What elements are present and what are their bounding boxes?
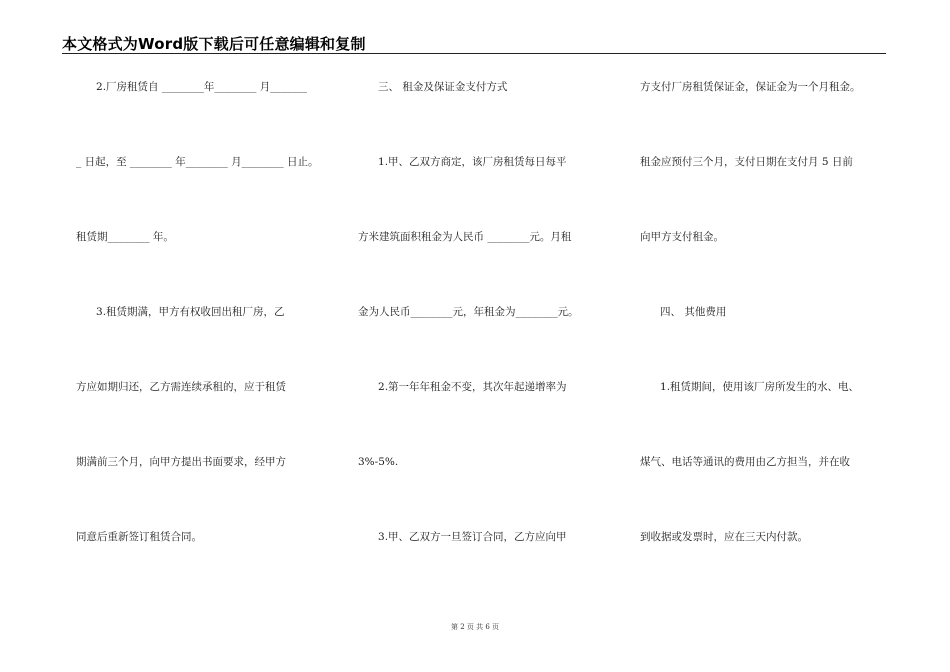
text-line: 2.厂房租赁自 ________年________ 月_______: [76, 81, 307, 93]
text-line: 同意后重新签订租赁合同。: [76, 531, 202, 543]
text-line: _ 日起，至 ________ 年________ 月________ 日止。: [76, 156, 319, 168]
text-line: 煤气、电话等通讯的费用由乙方担当，并在收: [640, 456, 850, 468]
text-line: 三、 租金及保证金支付方式: [358, 81, 508, 93]
text-line: 租金应预付三个月，支付日期在支付月 5 日前: [640, 156, 853, 168]
text-line: 3%-5%.: [358, 456, 399, 468]
text-line: 向甲方支付租金。: [640, 231, 724, 243]
text-line: 2.第一年年租金不变，其次年起递增率为: [358, 381, 567, 393]
document-header-title: 本文格式为Word版下载后可任意编辑和复制: [62, 35, 366, 53]
text-line: 期满前三个月，向甲方提出书面要求，经甲方: [76, 456, 286, 468]
text-line: 1.租赁期间，使用该厂房所发生的水、电、: [640, 381, 860, 393]
text-line: 到收据或发票时，应在三天内付款。: [640, 531, 808, 543]
text-line: 金为人民币________元，年租金为________元。: [358, 306, 579, 318]
text-line: 3.租赁期满，甲方有权收回出租厂房，乙: [76, 306, 285, 318]
text-line: 3.甲、乙双方一旦签订合同，乙方应向甲: [358, 531, 567, 543]
text-line: 方应如期归还，乙方需连续承租的，应于租赁: [76, 381, 286, 393]
header-divider: [62, 53, 886, 54]
text-line: 1.甲、乙双方商定，该厂房租赁每日每平: [358, 156, 567, 168]
text-line: 租赁期________ 年。: [76, 231, 174, 243]
page-number-footer: 第 2 页 共 6 页: [450, 623, 500, 631]
text-line: 方米建筑面积租金为人民币 ________元。月租: [358, 231, 572, 243]
text-line: 方支付厂房租赁保证金，保证金为一个月租金。: [640, 81, 861, 93]
text-line: 四、 其他费用: [640, 306, 727, 318]
